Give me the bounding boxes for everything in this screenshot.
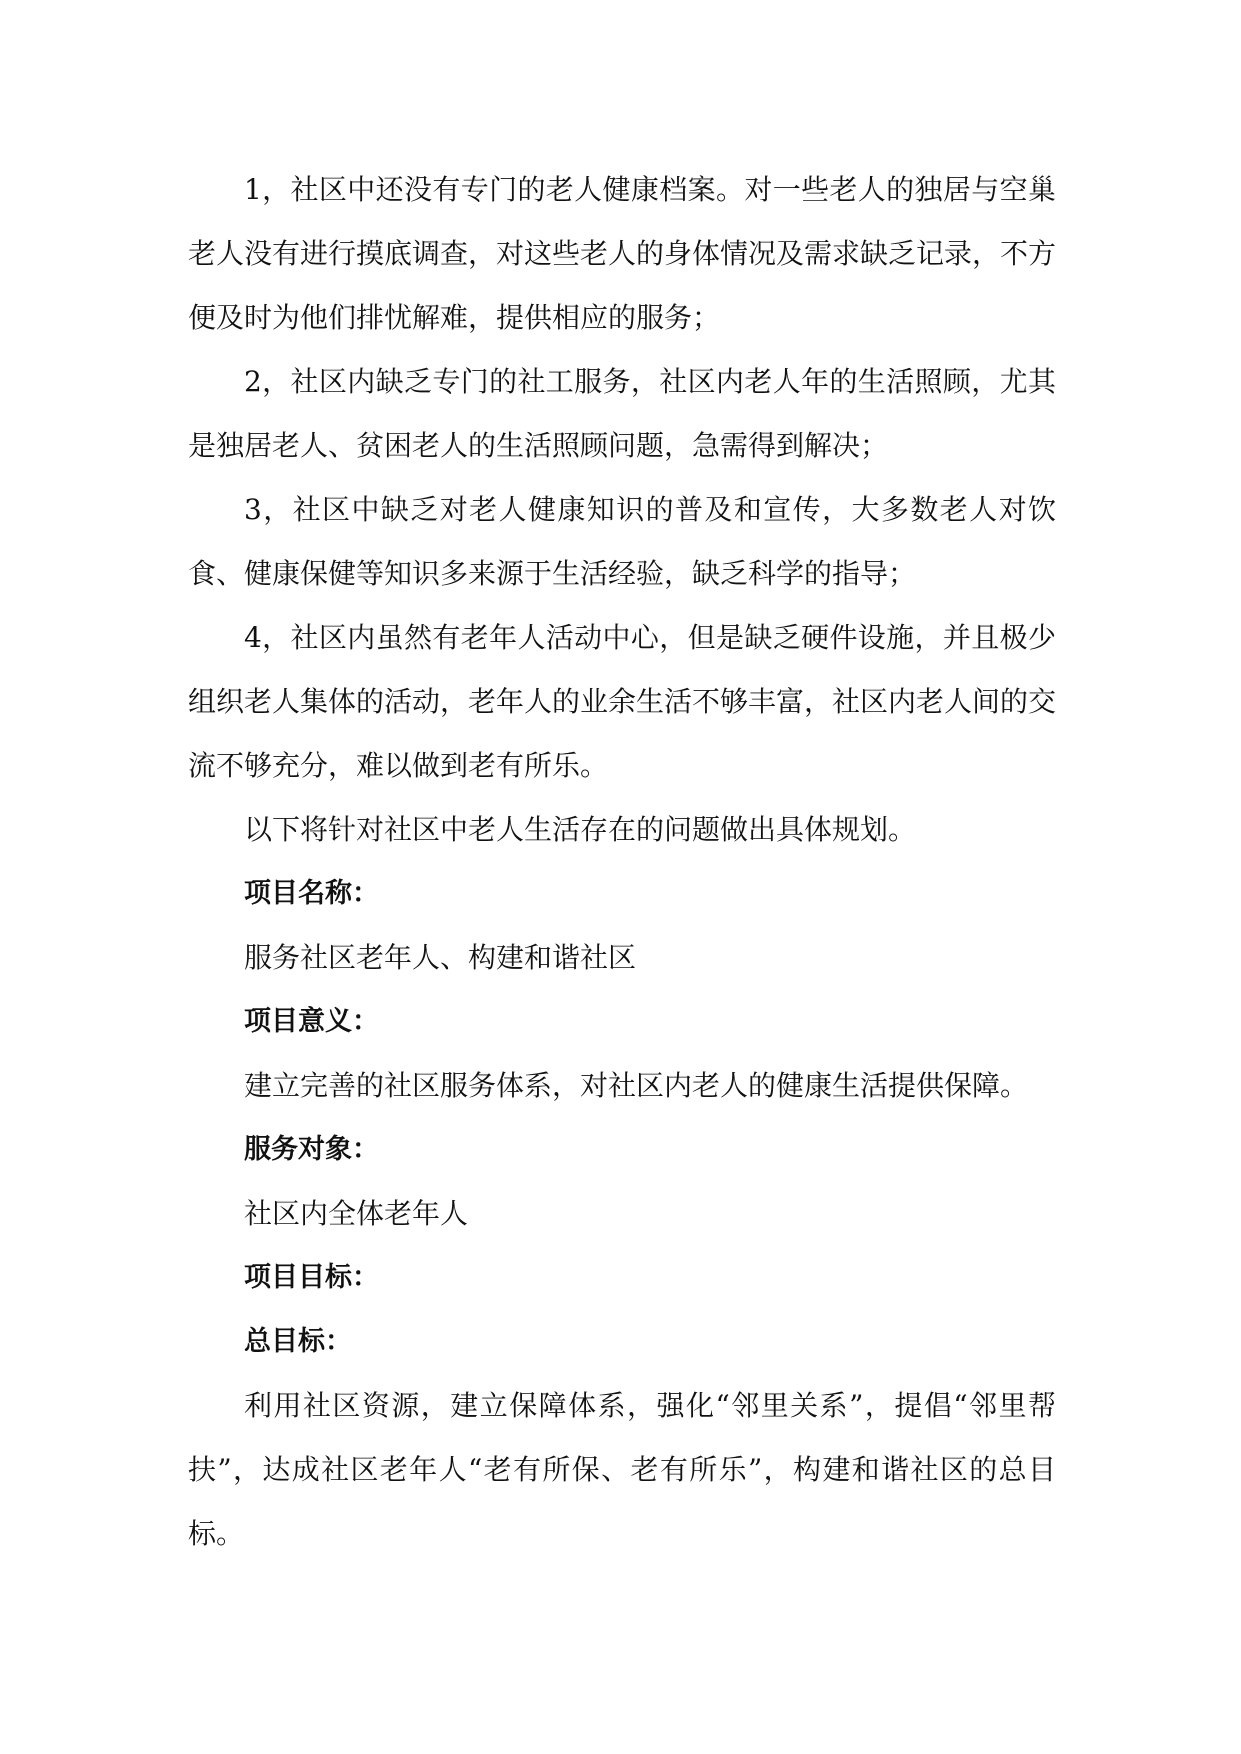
paragraph-issue-3: 3，社区中缺乏对老人健康知识的普及和宣传，大多数老人对饮食、健康保健等知识多来源于生活经验，缺乏科学的指导； [188,493,1056,590]
service-target-heading: 服务对象： [244,1134,379,1165]
paragraph-issue-4: 4，社区内虽然有老年人活动中心，但是缺乏硬件设施，并且极少组织老人集体的活动，老年人的业余生活不够丰富，社区内老人间的交流不够充分，难以做到老有所乐。 [188,621,1057,782]
document-body [188,158,1056,1566]
paragraph-issue-2: 2，社区内缺乏专门的社工服务，社区内老人年的生活照顾，尤其是独居老人、贫困老人的生活照顾问题，急需得到解决； [188,365,1056,462]
project-goal-heading: 项目目标： [244,1262,379,1293]
overall-goal-heading: 总目标： [244,1326,352,1357]
service-target-text: 社区内全体老年人 [244,1197,469,1230]
project-significance-heading: 项目意义： [244,1006,379,1037]
project-significance-text: 建立完善的社区服务体系，对社区内老人的健康生活提供保障。 [244,1069,1029,1102]
project-name-heading: 项目名称： [244,878,379,909]
paragraph-plan-intro: 以下将针对社区中老人生活存在的问题做出具体规划。 [244,813,917,846]
project-name-text: 服务社区老年人、构建和谐社区 [244,941,637,974]
paragraph-issue-1: 1，社区中还没有专门的老人健康档案。对一些老人的独居与空巢老人没有进行摸底调查，对这些老人的身体情况及需求缺乏记录，不方便及时为他们排忧解难，提供相应的服务； [188,173,1057,334]
overall-goal-text: 利用社区资源，建立保障体系，强化“邻里关系”，提倡“邻里帮扶”，达成社区老年人“老有所保、老有所乐”，构建和谐社区的总目标。 [188,1389,1056,1550]
